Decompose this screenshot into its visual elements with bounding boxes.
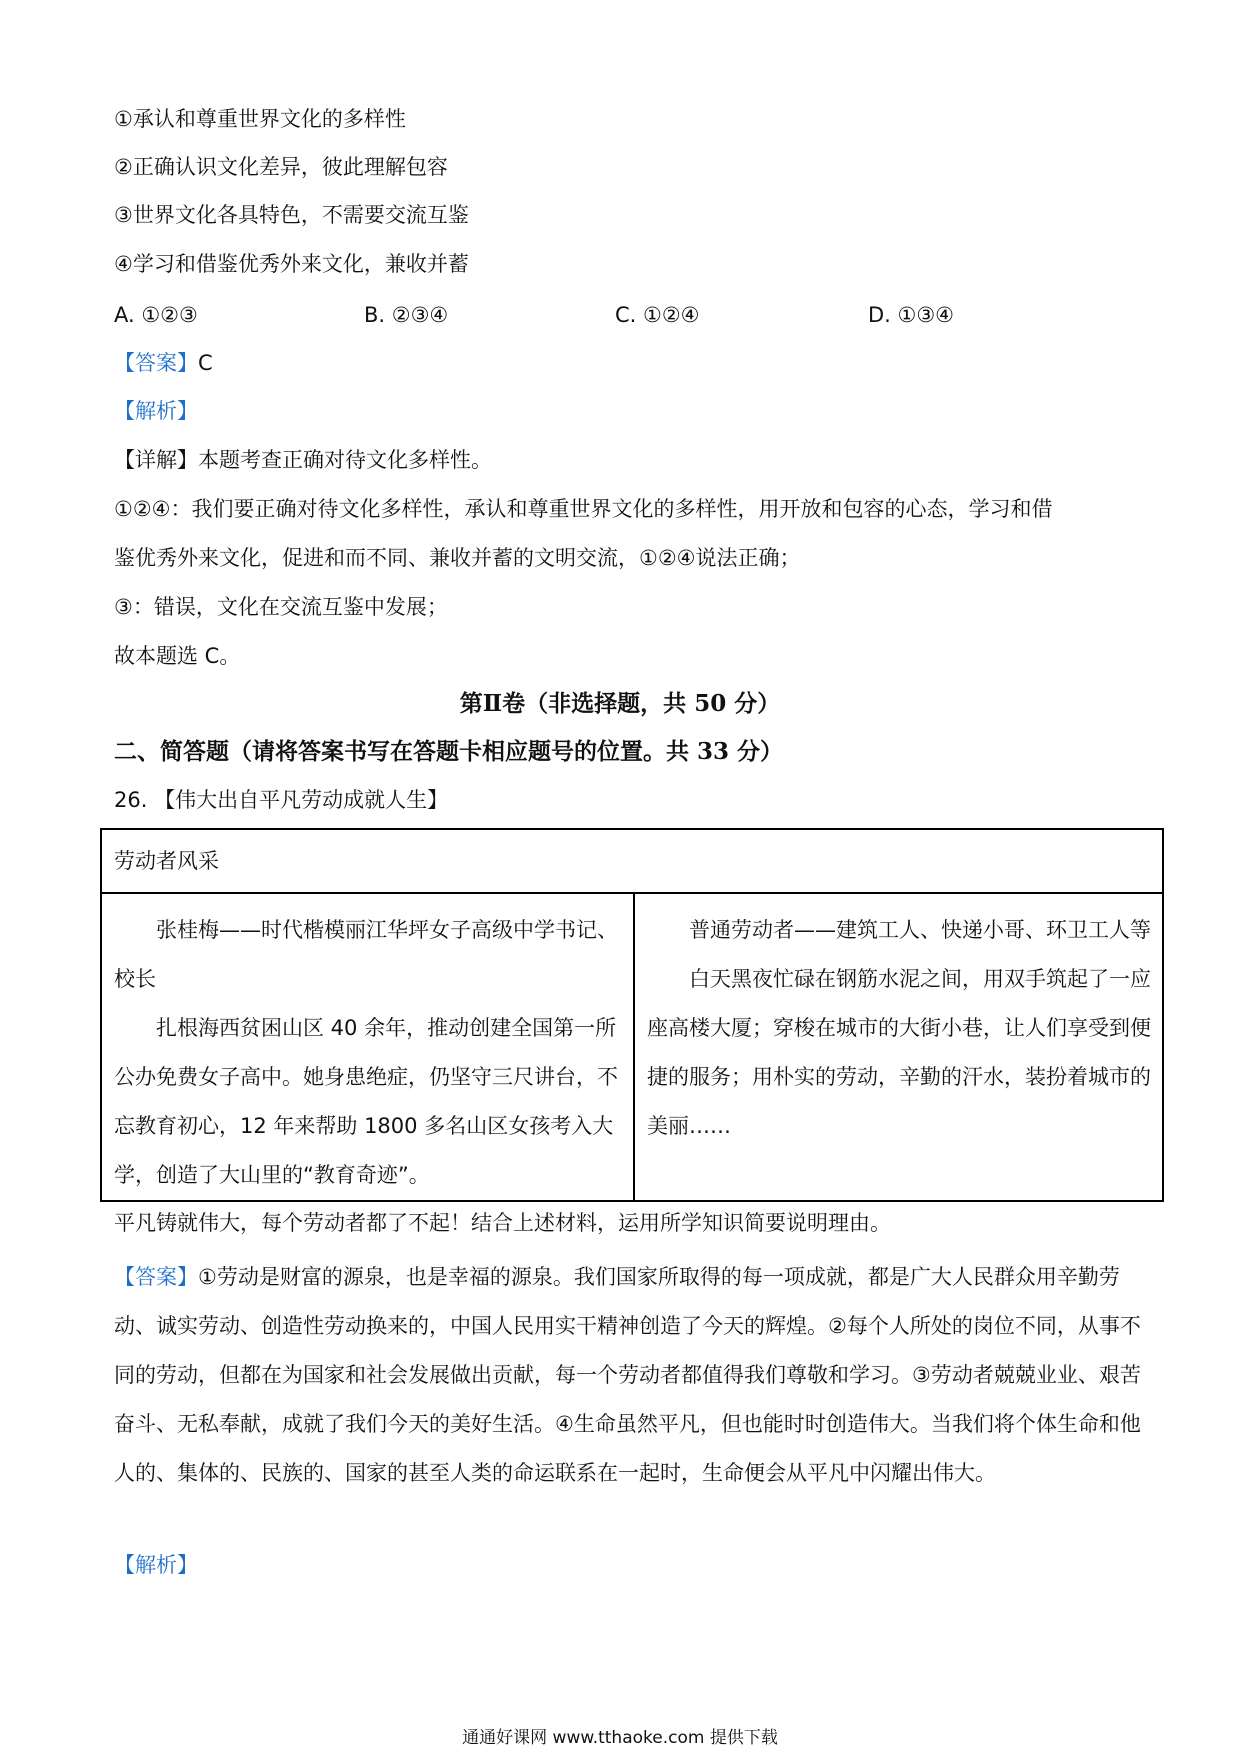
option-3: ③世界文化各具特色，不需要交流互鉴	[114, 203, 469, 227]
right-cell-body: 白天黑夜忙碌在钢筋水泥之间，用双手筑起了一应座高楼大厦；穿梭在城市的大街小巷，让人们享受到便捷的服务；用朴实的劳动，辛勤的汗水，装扮着城市的美丽……	[647, 967, 1151, 1138]
conclusion-line: 故本题选 C。	[114, 644, 241, 668]
answer2-tag: 【答案】	[114, 1265, 198, 1289]
choice-b: B. ②③④	[364, 303, 449, 327]
section-title: 第Ⅱ卷（非选择题，共 50 分）	[459, 690, 781, 717]
part-title: 二、简答题（请将答案书写在答题卡相应题号的位置。共 33 分）	[114, 738, 784, 765]
answer-paragraph	[114, 1253, 1144, 1498]
option-2: ②正确认识文化差异，彼此理解包容	[114, 155, 448, 179]
answer2-text: ①劳动是财富的源泉，也是幸福的源泉。我们国家所取得的每一项成就，都是广大人民群众用辛勤劳动、诚实劳动、创造性劳动换来的，中国人民用实干精神创造了今天的辉煌。②每个人所处的岗位不同，从事不同的劳动，但都在为国家和社会发展做出贡献，每一个劳动者都值得我们尊敬和学习。③劳动者兢兢业业、艰苦奋斗、无私奉献，成就了我们今天的美好生活。④生命虽然平凡，但也能时时创造伟大。当我们将个体生命和他人的、集体的、民族的、国家的甚至人类的命运联系在一起时，生命便会从平凡中闪耀出伟大。	[114, 1265, 1141, 1485]
choice-a: A. ①②③	[114, 303, 198, 327]
right-cell-title: 普通劳动者——建筑工人、快递小哥、环卫工人等	[689, 918, 1151, 942]
analysis-tag: 【解析】	[114, 399, 198, 423]
table-cell-right	[647, 906, 1155, 1151]
detail-line: 【详解】本题考查正确对待文化多样性。	[114, 448, 492, 472]
answer-value: C	[198, 351, 213, 375]
question-prompt: 平凡铸就伟大，每个劳动者都了不起！结合上述材料，运用所学知识简要说明理由。	[114, 1211, 891, 1235]
table-cell-left	[114, 906, 622, 1200]
explanation-line-2: 鉴优秀外来文化，促进和而不同、兼收并蓄的文明交流，①②④说法正确；	[114, 546, 801, 570]
left-cell-body: 扎根海西贫困山区 40 余年，推动创建全国第一所公办免费女子高中。她身患绝症，仍坚守三尺讲台，不忘教育初心，12 年来帮助 1800 多名山区女孩考入大学，创造了大山里的“教育奇迹”。	[114, 1016, 618, 1187]
answer-tag: 【答案】	[114, 351, 198, 375]
explanation-line-1: ①②④：我们要正确对待文化多样性，承认和尊重世界文化的多样性，用开放和包容的心态，学习和借	[114, 497, 1053, 521]
option-1: ①承认和尊重世界文化的多样性	[114, 107, 406, 131]
choice-d: D. ①③④	[868, 303, 954, 327]
option-4: ④学习和借鉴优秀外来文化，兼收并蓄	[114, 252, 469, 276]
question-title: 26. 【伟大出自平凡劳动成就人生】	[114, 788, 449, 812]
material-table	[100, 828, 1164, 1202]
explanation-line-3: ③：错误，文化在交流互鉴中发展；	[114, 595, 448, 619]
analysis2-tag: 【解析】	[114, 1553, 198, 1577]
left-cell-title: 张桂梅——时代楷模丽江华坪女子高级中学书记、校长	[114, 918, 618, 991]
footer: 通通好课网 www.tthaoke.com 提供下载	[462, 1728, 778, 1748]
table-header: 劳动者风采	[114, 849, 219, 873]
choice-c: C. ①②④	[615, 303, 700, 327]
table-column-divider	[633, 894, 635, 1200]
answer-line	[114, 348, 213, 378]
table-header-row	[102, 830, 1162, 894]
